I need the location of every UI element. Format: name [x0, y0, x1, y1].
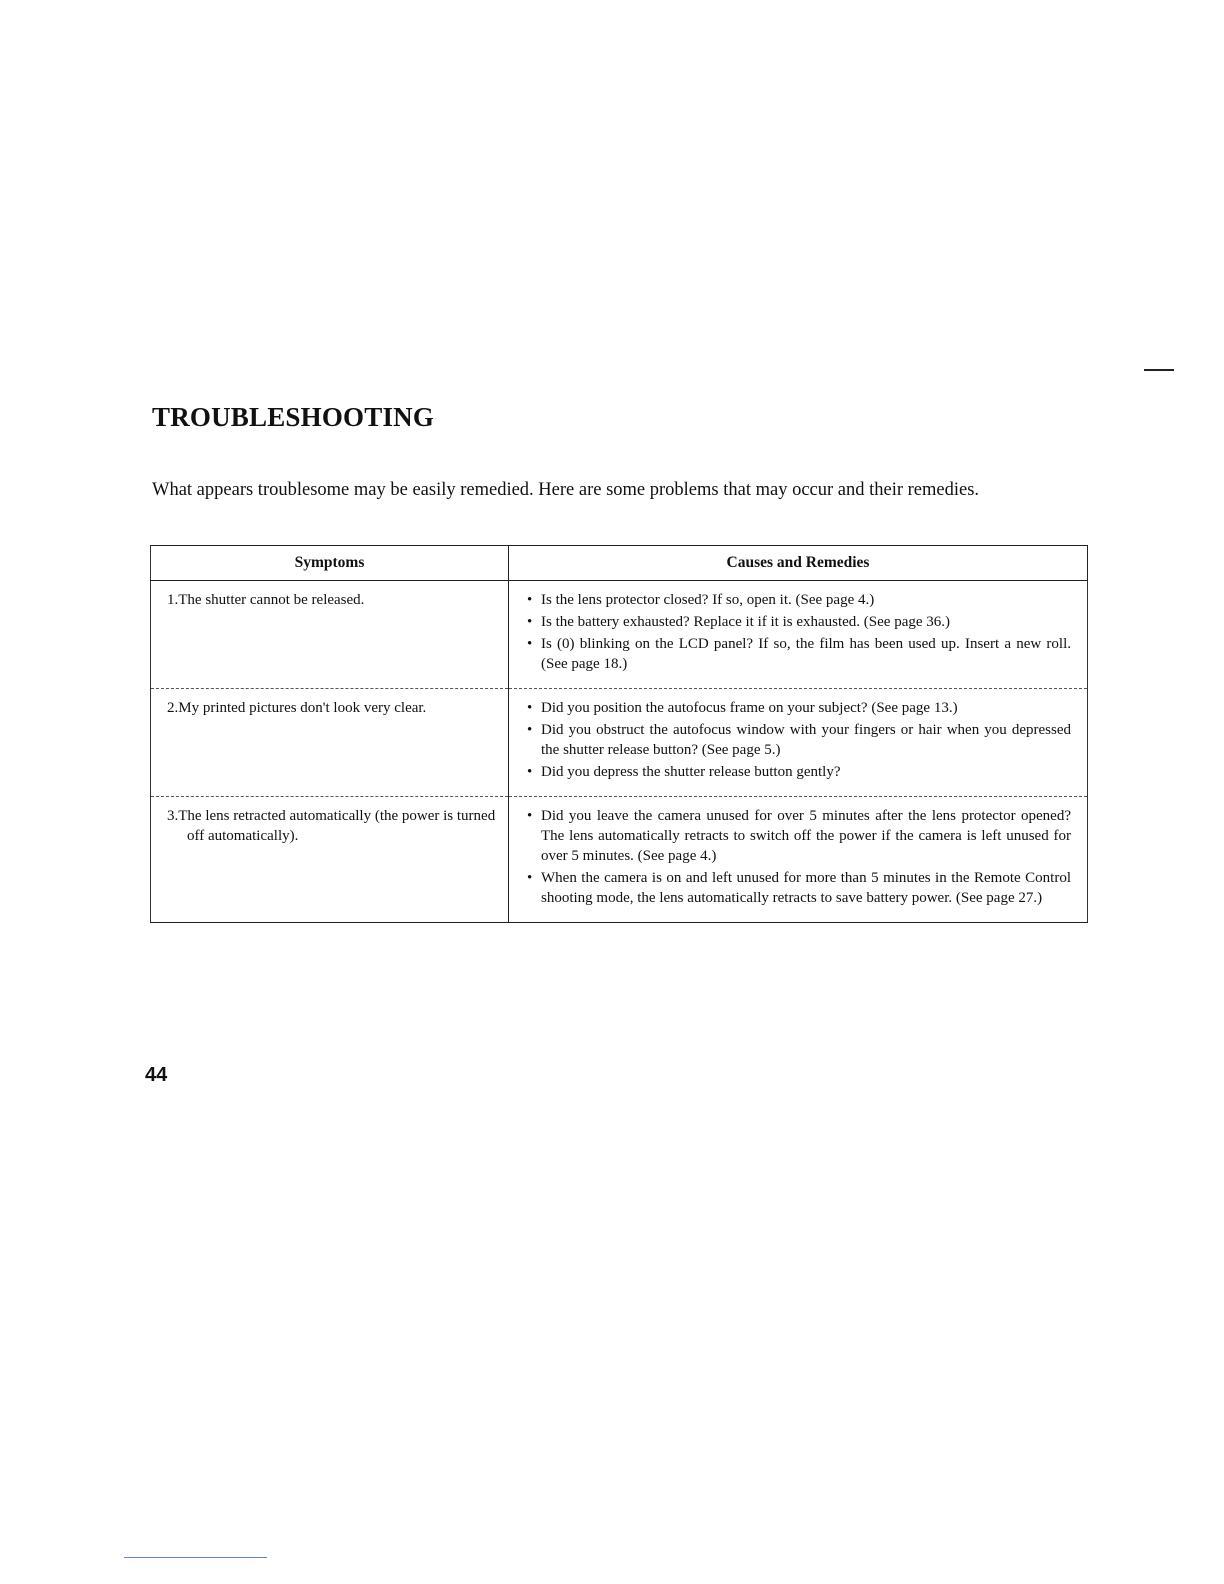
cause-cell: [509, 797, 1088, 923]
bottom-rule: [124, 1557, 267, 1558]
table-row: [151, 689, 1088, 797]
cause-item: • Did you position the autofocus frame on your subject? (See page 13.): [527, 698, 1071, 718]
page-number: 44: [145, 1064, 168, 1086]
table-row: [151, 797, 1088, 923]
symptom-cell: [151, 689, 509, 797]
page-title: TROUBLESHOOTING: [152, 402, 435, 432]
symptom-text: 3.The lens retracted automatically (the power is turned off automatically).: [167, 808, 496, 844]
cause-item: • Is the lens protector closed? If so, open it. (See page 4.): [527, 590, 1071, 610]
intro-paragraph: What appears troublesome may be easily remedied. Here are some problems that may occur and their remedies.: [152, 480, 980, 500]
symptoms-header: Symptoms: [151, 546, 509, 581]
troubleshooting-table: [150, 545, 1088, 923]
corner-crop-mark: [1144, 369, 1174, 371]
cause-item: • When the camera is on and left unused for more than 5 minutes in the Remote Control shooting mode, the lens automatically retracts to save battery power. (See page 27.): [527, 868, 1071, 908]
cause-cell: [509, 581, 1088, 689]
cause-list: [527, 590, 1071, 674]
table-row: [151, 581, 1088, 689]
symptom-text: 1.The shutter cannot be released.: [167, 592, 365, 608]
cause-item: • Did you depress the shutter release button gently?: [527, 762, 1071, 782]
cause-item: • Is (0) blinking on the LCD panel? If so, the film has been used up. Insert a new roll. (See page 18.): [527, 634, 1071, 674]
causes-header: Causes and Remedies: [509, 546, 1088, 581]
symptom-cell: [151, 797, 509, 923]
cause-item: • Is the battery exhausted? Replace it if it is exhausted. (See page 36.): [527, 612, 1071, 632]
table-header-row: [151, 546, 1088, 581]
cause-item: • Did you leave the camera unused for over 5 minutes after the lens protector opened? The lens automatically retracts to switch off the power if the camera is left unused for over 5 minutes. (See page 4.): [527, 806, 1071, 866]
cause-cell: [509, 689, 1088, 797]
cause-item: • Did you obstruct the autofocus window with your fingers or hair when you depressed the shutter release button? (See page 5.): [527, 720, 1071, 760]
symptom-cell: [151, 581, 509, 689]
cause-list: [527, 806, 1071, 908]
symptom-text: 2.My printed pictures don't look very clear.: [167, 700, 427, 716]
cause-list: [527, 698, 1071, 782]
